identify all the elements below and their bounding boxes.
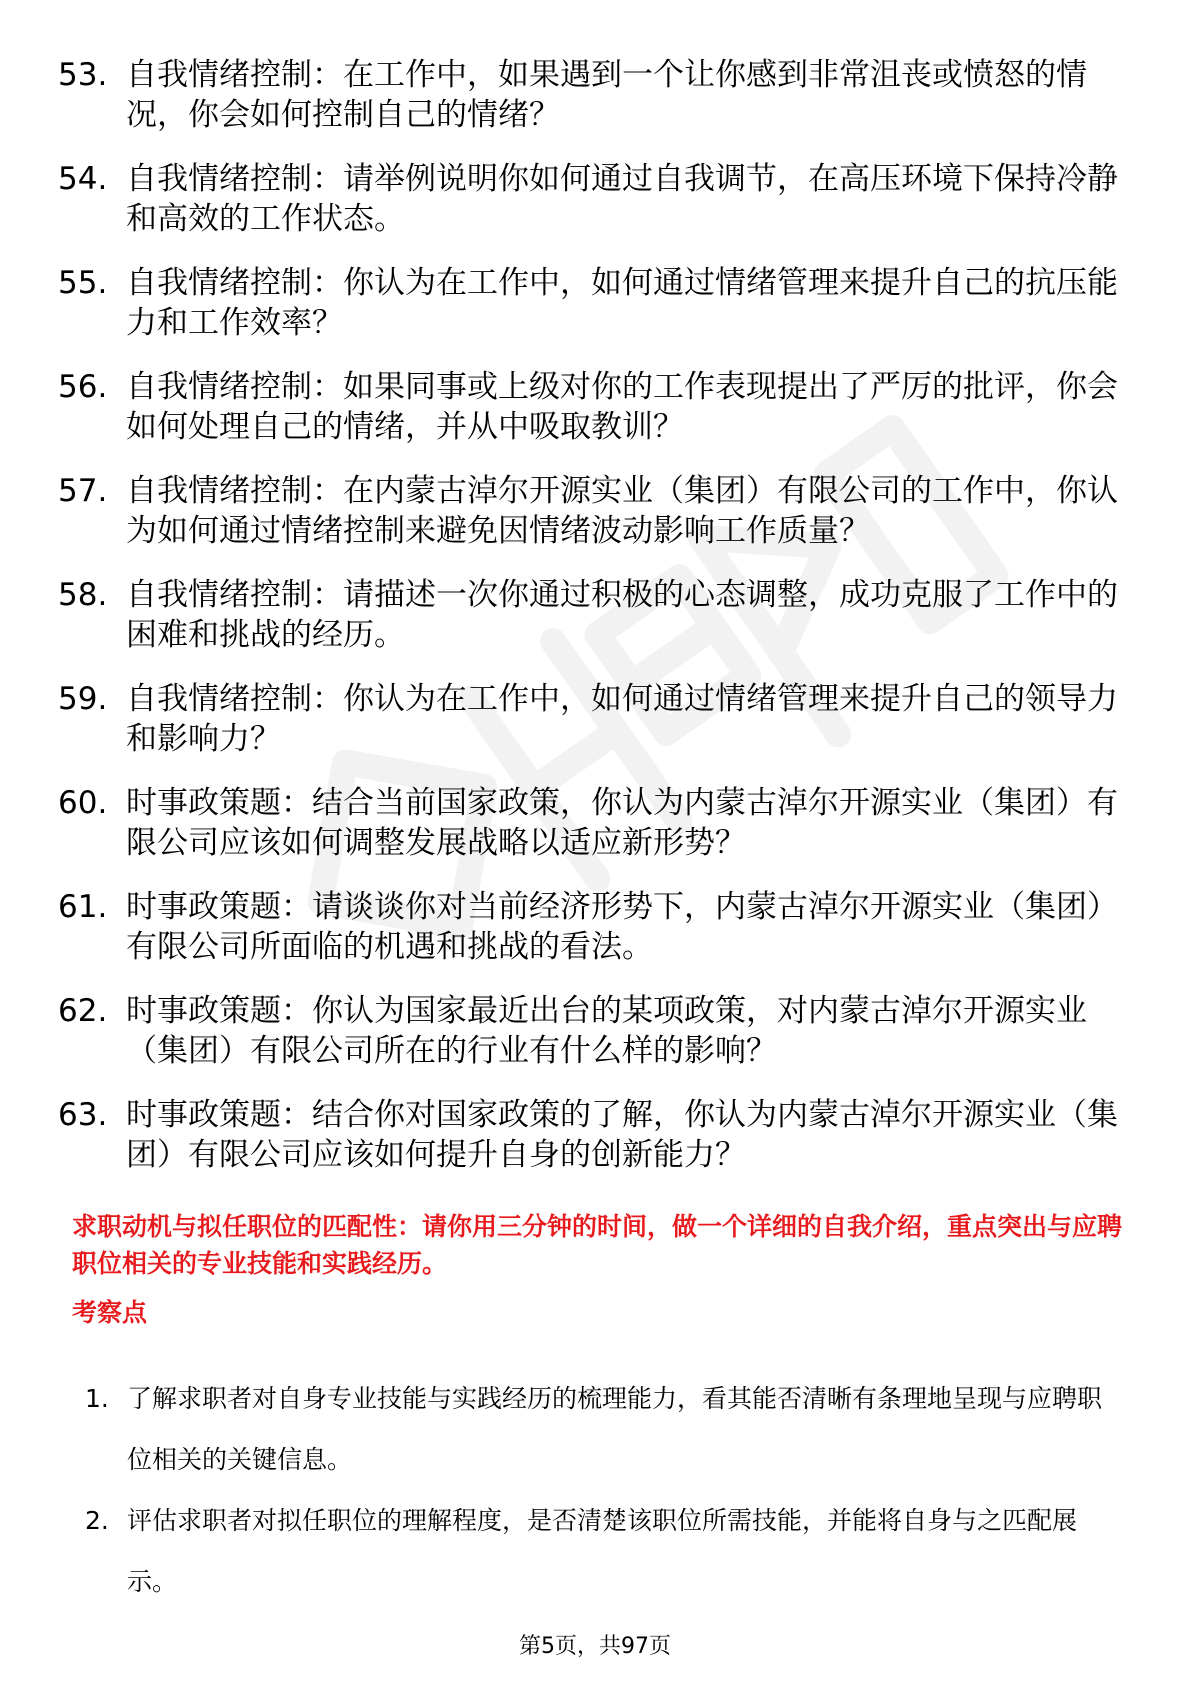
assessment-heading: 考察点 [72, 1298, 148, 1327]
question-number: 54. [58, 161, 108, 197]
question-text: 自我情绪控制：你认为在工作中，如何通过情绪管理来提升自己的抗压能力和工作效率？ [126, 265, 1118, 341]
question-number: 53. [58, 57, 108, 93]
assessment-points [85, 1368, 1125, 1612]
question-item [58, 263, 1118, 343]
point-number: 1. [85, 1384, 109, 1413]
assessment-point [85, 1368, 1125, 1490]
question-number: 61. [58, 889, 108, 925]
page-number: 第5页，共97页 [519, 1634, 671, 1659]
question-item [58, 367, 1118, 447]
highlight-prompt: 求职动机与拟任职位的匹配性：请你用三分钟的时间，做一个详细的自我介绍，重点突出与应聘职位相关的专业技能和实践经历。 [72, 1212, 1123, 1278]
assessment-point [85, 1490, 1125, 1612]
question-item [58, 679, 1118, 759]
question-number: 57. [58, 473, 108, 509]
question-item [58, 159, 1118, 239]
question-text: 时事政策题：请谈谈你对当前经济形势下，内蒙古淖尔开源实业（集团）有限公司所面临的机遇和挑战的看法。 [126, 889, 1118, 965]
question-number: 55. [58, 265, 108, 301]
question-item [58, 575, 1118, 655]
question-item [58, 55, 1118, 135]
question-item [58, 471, 1118, 551]
point-text: 了解求职者对自身专业技能与实践经历的梳理能力，看其能否清晰有条理地呈现与应聘职位相关的关键信息。 [127, 1384, 1103, 1474]
question-item [58, 991, 1118, 1071]
question-number: 60. [58, 785, 108, 821]
question-text: 自我情绪控制：如果同事或上级对你的工作表现提出了严厉的批评，你会如何处理自己的情绪，并从中吸取教训？ [126, 369, 1118, 445]
question-number: 63. [58, 1097, 108, 1133]
question-text: 自我情绪控制：请举例说明你如何通过自我调节，在高压环境下保持冷静和高效的工作状态。 [126, 161, 1118, 237]
question-number: 58. [58, 577, 108, 613]
question-text: 自我情绪控制：在工作中，如果遇到一个让你感到非常沮丧或愤怒的情况，你会如何控制自己的情绪？ [126, 57, 1087, 133]
question-number: 62. [58, 993, 108, 1029]
question-item [58, 1095, 1118, 1175]
question-text: 时事政策题：结合你对国家政策的了解，你认为内蒙古淖尔开源实业（集团）有限公司应该如何提升自身的创新能力？ [126, 1097, 1118, 1173]
question-item [58, 783, 1118, 863]
question-text: 自我情绪控制：你认为在工作中，如何通过情绪管理来提升自己的领导力和影响力？ [126, 681, 1118, 757]
question-text: 自我情绪控制：在内蒙古淖尔开源实业（集团）有限公司的工作中，你认为如何通过情绪控制来避免因情绪波动影响工作质量？ [126, 473, 1118, 549]
question-list [58, 55, 1118, 1199]
question-text: 时事政策题：你认为国家最近出台的某项政策，对内蒙古淖尔开源实业（集团）有限公司所在的行业有什么样的影响？ [126, 993, 1087, 1069]
question-number: 56. [58, 369, 108, 405]
question-text: 自我情绪控制：请描述一次你通过积极的心态调整，成功克服了工作中的困难和挑战的经历。 [126, 577, 1118, 653]
point-number: 2. [85, 1506, 109, 1535]
question-item [58, 887, 1118, 967]
point-text: 评估求职者对拟任职位的理解程度，是否清楚该职位所需技能，并能将自身与之匹配展示。 [127, 1506, 1078, 1596]
question-text: 时事政策题：结合当前国家政策，你认为内蒙古淖尔开源实业（集团）有限公司应该如何调整发展战略以适应新形势？ [126, 785, 1118, 861]
question-number: 59. [58, 681, 108, 717]
